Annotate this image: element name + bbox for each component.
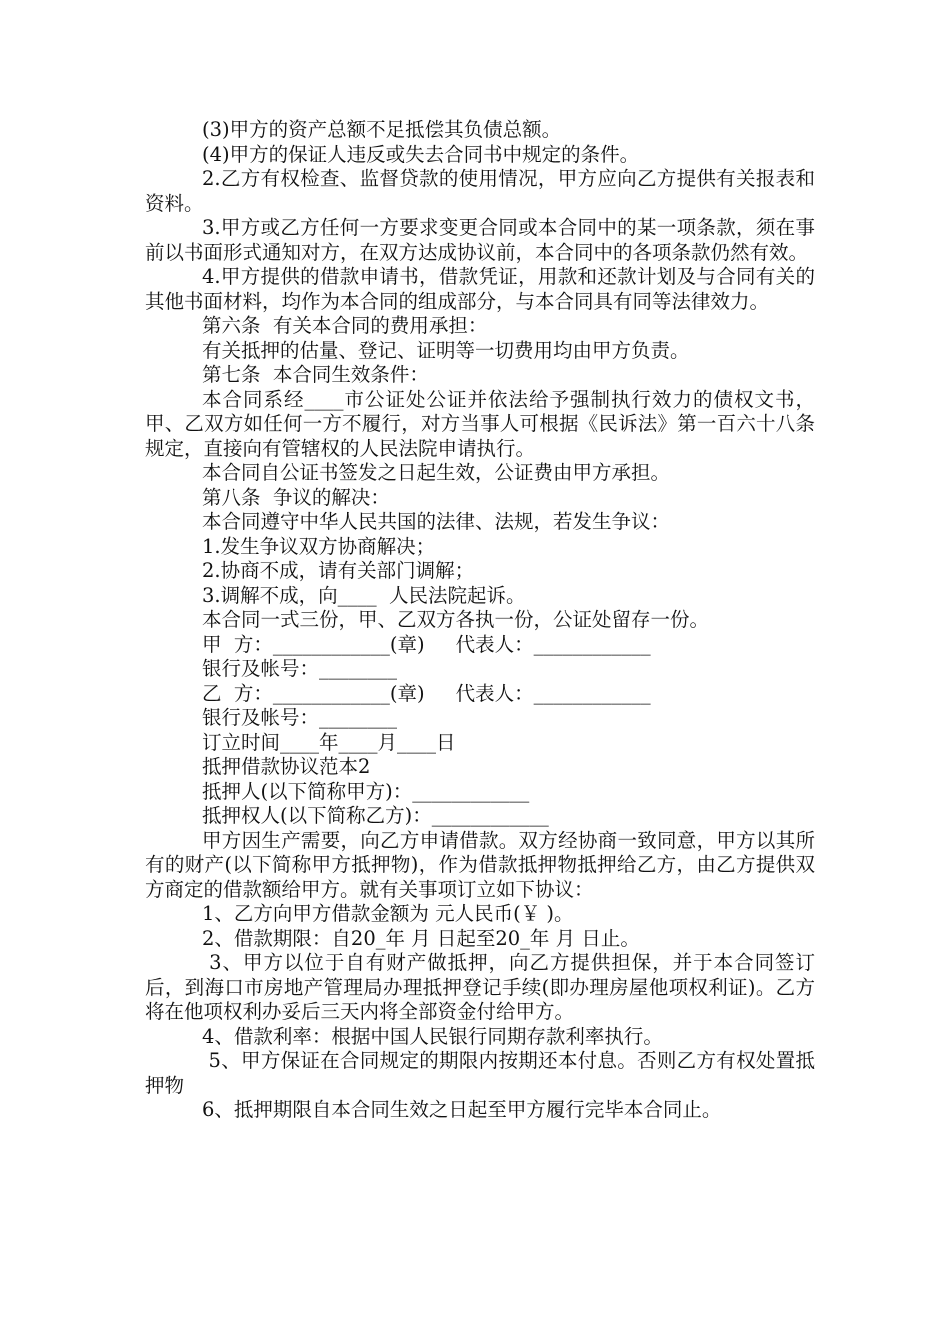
paragraph: 银行及帐号：________	[202, 657, 398, 680]
paragraph: 2.协商不成，请有关部门调解；	[202, 559, 475, 582]
paragraph: 6、抵押期限自本合同生效之日起至甲方履行完毕本合同止。	[202, 1098, 722, 1121]
paragraph: 5、甲方保证在合同规定的期限内按期还本付息。否则乙方有权处置抵押物	[145, 1049, 815, 1097]
paragraph: 本合同遵守中华人民共国的法律、法规，若发生争议：	[202, 510, 671, 533]
paragraph: 抵押权人(以下简称乙方)：____________	[202, 804, 549, 827]
paragraph: 第六条 有关本合同的费用承担：	[202, 314, 488, 337]
paragraph: 本合同系经____市公证处公证并依法给予强制执行效力的债权文书，甲、乙双方如任何一方不履行，对方当事人可根据《民诉法》第一百六十八条规定，直接向有管辖权的人民法院申请执行。	[145, 387, 815, 460]
paragraph: 有关抵押的估量、登记、证明等一切费用均由甲方负责。	[202, 338, 690, 362]
paragraph: 第八条 争议的解决：	[202, 485, 390, 509]
paragraph: 抵押人(以下简称甲方)：____________	[202, 779, 530, 803]
document-body	[145, 118, 815, 1123]
paragraph: 本合同自公证书签发之日起生效，公证费由甲方承担。	[202, 461, 671, 484]
paragraph: (3)甲方的资产总额不足抵偿其负债总额。	[202, 118, 562, 141]
paragraph: 甲方因生产需要，向乙方申请借款。双方经协商一致同意，甲方以其所有的财产(以下简称甲方抵押物)，作为借款抵押物抵押给乙方，由乙方提供双方商定的借款额给甲方。就有关事项订立如下协议：	[145, 828, 815, 901]
paragraph: 4.甲方提供的借款申请书，借款凭证，用款和还款计划及与合同有关的其他书面材料，均作为本合同的组成部分，与本合同具有同等法律效力。	[145, 265, 815, 313]
paragraph: 2.乙方有权检查、监督贷款的使用情况，甲方应向乙方提供有关报表和资料。	[145, 167, 815, 215]
paragraph: 4、借款利率：根据中国人民银行同期存款利率执行。	[202, 1024, 663, 1048]
paragraph: 乙 方：____________(章) 代表人：____________	[202, 681, 651, 705]
paragraph: 3.调解不成，向____ 人民法院起诉。	[202, 583, 526, 607]
paragraph: 抵押借款协议范本2	[202, 755, 371, 778]
paragraph: 第七条 本合同生效条件：	[202, 363, 429, 386]
paragraph: 3、甲方以位于自有财产做抵押，向乙方提供担保，并于本合同签订后，到海口市房地产管理局办理抵押登记手续(即办理房屋他项权利证)。乙方将在他项权利办妥后三天内将全部资金付给甲方。	[145, 951, 815, 1023]
paragraph: 银行及帐号：________	[202, 706, 398, 729]
paragraph: 3.甲方或乙方任何一方要求变更合同或本合同中的某一项条款，须在事前以书面形式通知对方，在双方达成协议前，本合同中的各项条款仍然有效。	[145, 216, 815, 264]
paragraph: 2、借款期限：自20_年 月 日起至20_年 月 日止。	[202, 926, 640, 950]
paragraph: 1、乙方向甲方借款金额为 元人民币(￥ )。	[202, 902, 574, 925]
paragraph: 1.发生争议双方协商解决；	[202, 534, 436, 558]
paragraph: (4)甲方的保证人违反或失去合同书中规定的条件。	[202, 142, 640, 166]
paragraph: 订立时间____年____月____日	[202, 730, 456, 754]
paragraph: 本合同一式三份，甲、乙双方各执一份，公证处留存一份。	[202, 608, 710, 631]
paragraph: 甲 方：____________(章) 代表人：____________	[202, 632, 651, 656]
